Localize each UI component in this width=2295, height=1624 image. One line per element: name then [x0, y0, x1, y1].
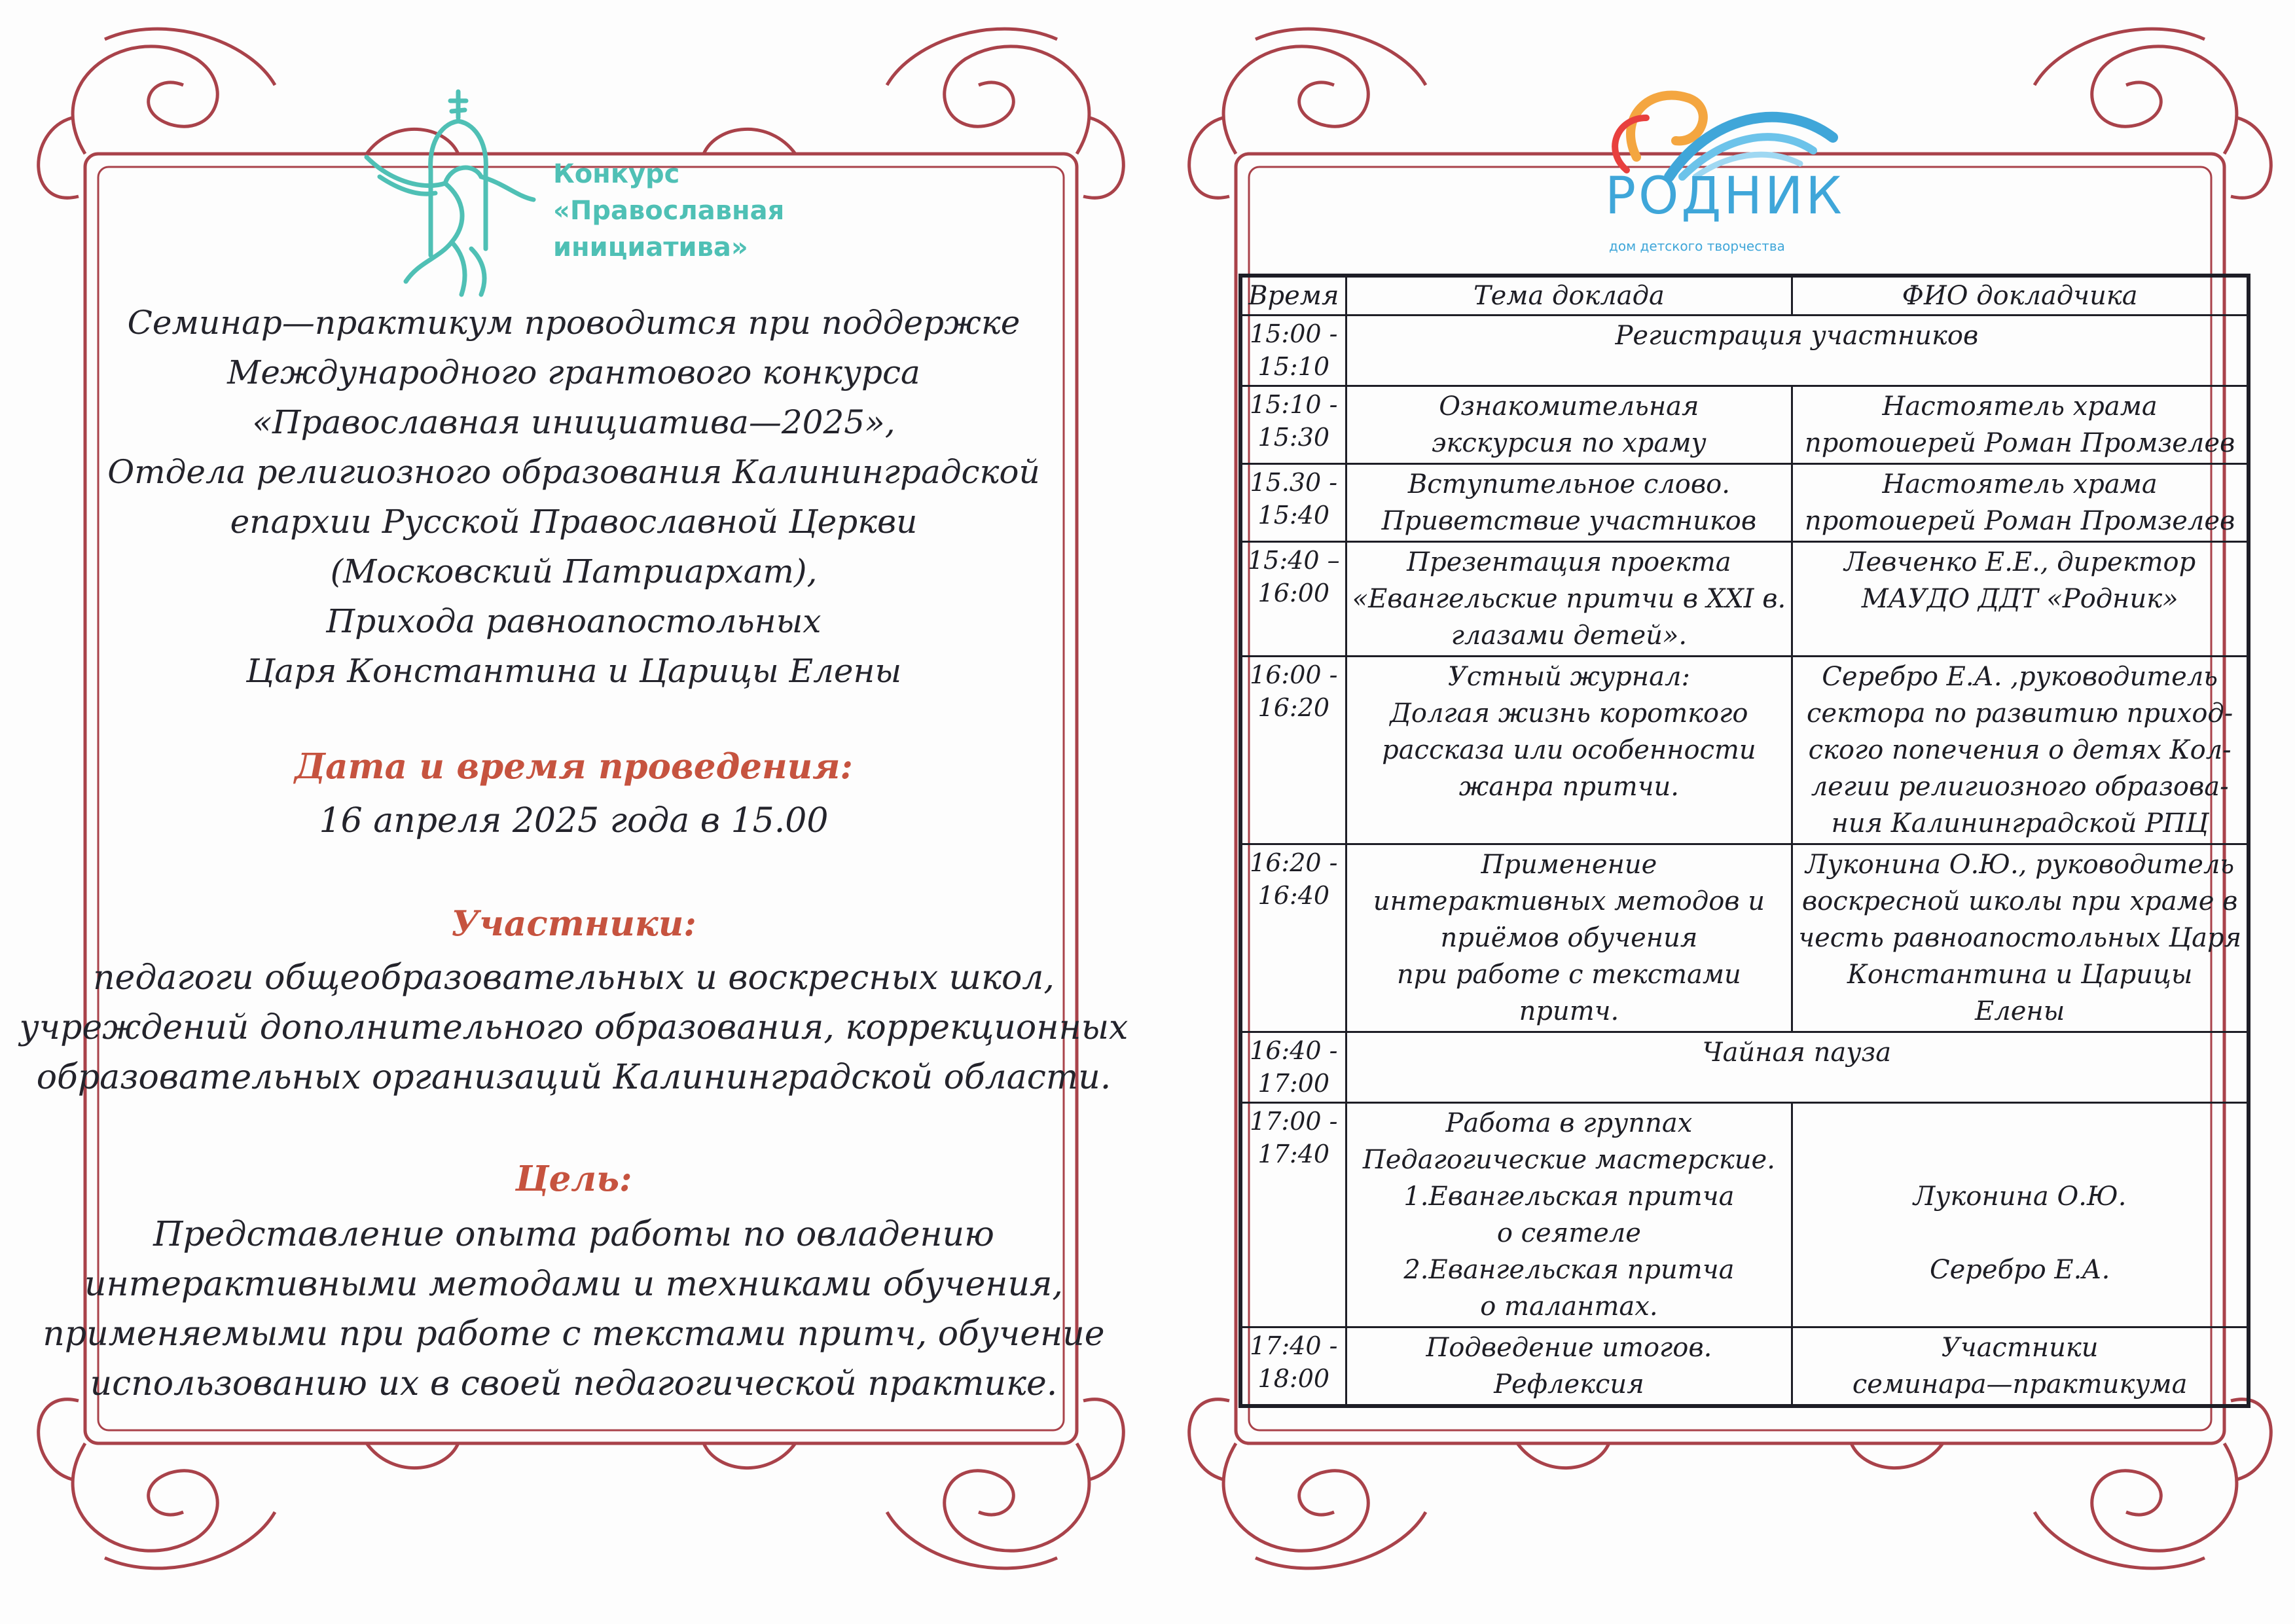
time-cell [1240, 464, 1346, 542]
cell-line: протоиерей Роман Промзелев [1804, 428, 2235, 458]
topic-cell [1346, 464, 1792, 542]
cell-line: 15:40 – [1248, 546, 1340, 575]
header-topic: Тема доклада [1346, 276, 1792, 316]
intro-line: Царя Константина и Царицы Елены [245, 652, 902, 690]
time-cell [1240, 1103, 1346, 1327]
topic-cell [1346, 844, 1792, 1032]
cell-line: 16:20 [1257, 693, 1330, 722]
cell-line: Елены [1975, 996, 2065, 1026]
cell-line: 17:00 - [1250, 1107, 1338, 1136]
table-row [1240, 542, 2249, 657]
participants-heading: Участники: [451, 903, 696, 944]
intro-line: Международного грантового конкурса [227, 353, 920, 391]
header-time: Время [1240, 276, 1346, 316]
cell-line: жанра притчи. [1458, 772, 1680, 802]
time-cell [1240, 657, 1346, 844]
table-row [1240, 316, 2249, 386]
rodnik-logo-subtitle: дом детского творчества [1609, 238, 1785, 254]
time-cell [1240, 386, 1346, 464]
intro-line: (Московский Патриархат), [330, 552, 818, 590]
speaker-cell [1792, 657, 2249, 844]
logo-line: «Православная [553, 196, 785, 226]
schedule-header-row [1240, 276, 2249, 316]
cell-line: Презентация проекта [1407, 547, 1731, 577]
table-row [1240, 844, 2249, 1032]
cell-line: Регистрация участников [1615, 321, 1979, 351]
table-row [1240, 1327, 2249, 1407]
cell-line: приёмов обучения [1440, 923, 1698, 953]
speaker-cell [1792, 464, 2249, 542]
topic-cell [1346, 542, 1792, 657]
date-heading: Дата и время проведения: [295, 746, 853, 787]
time-cell [1240, 1327, 1346, 1407]
cell-line: 17:40 [1257, 1140, 1330, 1168]
topic-cell [1346, 386, 1792, 464]
intro-line: епархии Русской Православной Церкви [230, 503, 918, 541]
date-value: 16 апреля 2025 года в 15.00 [319, 801, 829, 840]
cell-line: 15:30 [1257, 423, 1330, 452]
konkurs-logo-text [553, 156, 784, 266]
cell-line: Левченко Е.Е., директор [1844, 547, 2196, 577]
cell-line: 16:20 - [1250, 848, 1338, 877]
cell-line [1798, 1105, 2241, 1142]
speaker-cell [1792, 844, 2249, 1032]
cell-line: сектора по развитию приход- [1807, 698, 2233, 729]
participants-text [0, 953, 1148, 1102]
topic-cell [1346, 1103, 1792, 1327]
topic-cell [1346, 316, 2249, 386]
cell-line [1798, 1142, 2241, 1178]
cell-line: о талантах. [1480, 1291, 1658, 1322]
cell-line: 15:00 - [1250, 319, 1338, 348]
time-cell [1240, 542, 1346, 657]
cell-line: протоиерей Роман Промзелев [1804, 506, 2235, 536]
speaker-cell [1792, 1327, 2249, 1407]
cell-line: 15.30 - [1250, 468, 1338, 497]
cell-line: Приветствие участников [1381, 506, 1757, 536]
cell-line: честь равноапостольных Царя [1798, 923, 2242, 953]
cell-line: Применение [1481, 850, 1657, 880]
topic-cell [1346, 1032, 2249, 1103]
cell-line: интерактивных методов и [1373, 886, 1765, 916]
cell-line: Педагогические мастерские. [1362, 1145, 1775, 1175]
cell-line: 16:00 - [1250, 660, 1338, 689]
cell-line: 17:00 [1257, 1069, 1330, 1098]
speaker-cell [1792, 1103, 2249, 1327]
intro-line: Отдела религиозного образования Калининградской [107, 453, 1040, 491]
goal-text [0, 1210, 1148, 1409]
time-cell [1240, 1032, 1346, 1103]
cell-line: легии религиозного образова- [1811, 772, 2229, 802]
time-cell [1240, 316, 1346, 386]
speaker-cell [1792, 386, 2249, 464]
cell-line: Вступительное слово. [1407, 469, 1730, 499]
cell-line: 18:00 [1257, 1364, 1330, 1393]
cell-line: 2.Евангельская притча [1403, 1255, 1735, 1285]
cell-line: «Евангельские притчи в XXI в. [1352, 584, 1786, 614]
intro-line: «Православная инициатива—2025», [252, 403, 895, 441]
cell-line [1798, 1288, 2241, 1325]
participants-line: педагоги общеобразовательных и воскресных школ, [93, 958, 1055, 998]
cell-line: Ознакомительная [1439, 391, 1699, 422]
intro-text [0, 298, 1148, 696]
cell-line: ского попечения о детях Кол- [1808, 735, 2232, 765]
goal-line: применяемыми при работе с текстами притч, обучение [43, 1314, 1105, 1354]
schedule-body [1240, 316, 2249, 1407]
topic-cell [1346, 1327, 1792, 1407]
logo-line: Конкурс [553, 159, 680, 189]
cell-line: при работе с текстами [1396, 960, 1741, 990]
goal-heading: Цель: [515, 1159, 632, 1199]
table-row [1240, 1103, 2249, 1327]
cell-line: ния Калининградской РПЦ [1831, 808, 2209, 839]
cell-line: Устный журнал: [1447, 662, 1690, 692]
table-row [1240, 657, 2249, 844]
goal-line: интерактивными методами и техниками обучения, [84, 1265, 1063, 1304]
cell-line: Участники [1941, 1333, 2099, 1363]
cell-line: Серебро Е.А. ,руководитель [1822, 662, 2218, 692]
cell-line: Настоятель храма [1882, 469, 2158, 499]
cell-line: Работа в группах [1445, 1108, 1693, 1138]
table-row [1240, 386, 2249, 464]
participants-line: образовательных организаций Калининградской области. [36, 1058, 1111, 1097]
cell-line: 1.Евангельская притча [1403, 1182, 1735, 1212]
cell-line: МАУДО ДДТ «Родник» [1861, 584, 2178, 614]
cell-line: Серебро Е.А. [1930, 1255, 2110, 1285]
speaker-cell [1792, 542, 2249, 657]
cell-line: Подведение итогов. [1426, 1333, 1712, 1363]
logo-line: инициатива» [553, 232, 748, 262]
cell-line: притч. [1519, 996, 1619, 1026]
cell-line [1798, 1215, 2241, 1252]
header-speaker: ФИО докладчика [1792, 276, 2249, 316]
cell-line: рассказа или особенности [1382, 735, 1756, 765]
rodnik-logo-name: РОДНИК [1605, 167, 1845, 226]
cell-line: экскурсия по храму [1432, 428, 1707, 458]
cell-line: Луконина О.Ю., руководитель [1805, 850, 2235, 880]
cell-line: 15:40 [1257, 501, 1330, 530]
topic-cell [1346, 657, 1792, 844]
table-row [1240, 1032, 2249, 1103]
cell-line: Чайная пауза [1702, 1038, 1892, 1068]
cell-line: 16:40 [1257, 881, 1330, 910]
participants-line: учреждений дополнительного образования, коррекционных [19, 1008, 1129, 1047]
cell-line: глазами детей». [1451, 621, 1688, 651]
cell-line: о сеятеле [1496, 1218, 1641, 1248]
intro-line: Семинар—практикум проводится при поддержке [127, 304, 1021, 342]
cell-line: 16:40 - [1250, 1036, 1338, 1065]
schedule-table [1238, 274, 2250, 1408]
cell-line: воскресной школы при храме в [1801, 886, 2238, 916]
cell-line: Константина и Царицы [1847, 960, 2193, 990]
cell-line: 15:10 [1257, 352, 1330, 381]
cell-line: 16:00 [1257, 579, 1330, 607]
table-row [1240, 464, 2249, 542]
cell-line: Рефлексия [1494, 1369, 1644, 1399]
goal-line: Представление опыта работы по овладению [153, 1215, 994, 1254]
cell-line: Настоятель храма [1882, 391, 2158, 422]
cell-line: семинара—практикума [1852, 1369, 2188, 1399]
cell-line: Долгая жизнь короткого [1390, 698, 1748, 729]
intro-line: Прихода равноапостольных [326, 602, 822, 640]
cell-line: Луконина О.Ю. [1913, 1182, 2127, 1212]
cell-line: 17:40 - [1250, 1331, 1338, 1360]
goal-line: использованию их в своей педагогической практике. [90, 1364, 1058, 1403]
cell-line: 15:10 - [1250, 390, 1338, 419]
time-cell [1240, 844, 1346, 1032]
